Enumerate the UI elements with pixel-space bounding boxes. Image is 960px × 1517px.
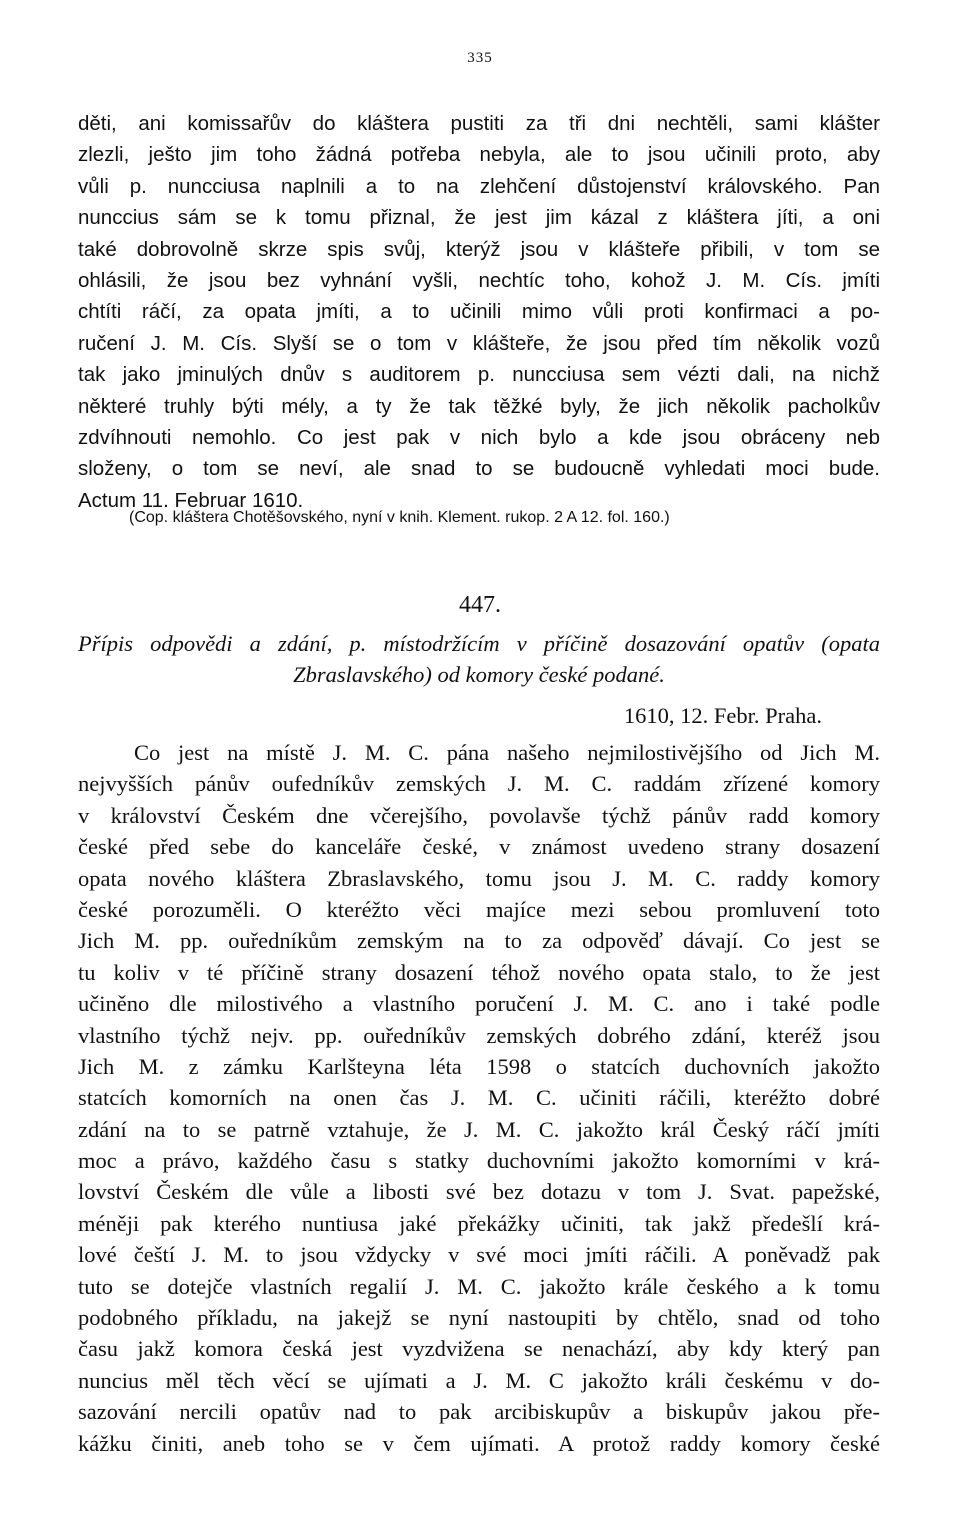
text-line: kážku činiti, aneb toho se v čem ujímati. A protož raddy komory české [78,1430,880,1456]
text-line: ohlásili, že jsou bez vyhnání vyšli, nechtíc toho, kohož J. M. Cís. jmíti [78,268,880,292]
text-line: také dobrovolně skrze spis svůj, kterýž jsou v klášteře přibili, v tom se [78,237,880,261]
document-number: 447. [459,592,501,618]
document-dateline: 1610, 12. Febr. Praha. [623,703,822,728]
text-line: Jich M. pp. ouředníkům zemským na to za odpověď dávají. Co jest se [78,928,880,954]
text-line: podobného příkladu, na jakejž se nyní nastoupiti by chtělo, snad od toho [78,1305,880,1331]
text-line: méněji pak kterého nuntiusa jaké překážky učiniti, tak jakž předešlí krá- [78,1210,880,1236]
text-line: sazování nercili opatův nad to pak arcibiskupův a biskupův jakou pře- [78,1399,880,1425]
text-line: vůli p. nuncciusa naplnili a to na zlehčení důstojenství královského. Pan [78,174,880,198]
text-line: moc a právo, každého času s statky duchovními jakožto komorními v krá- [78,1148,880,1174]
text-line: času jakž komora česká jest vyzdvižena se nenachází, aby kdy který pan [78,1336,880,1362]
text-line: tak jako jminulých dnův s auditorem p. nuncciusa sem vézti dali, na nichž [78,363,880,387]
page-number: 335 [467,50,493,66]
document-title-line: Zbraslavského) od komory české podané. [293,662,665,687]
document-title [78,628,880,690]
text-line: zdání na to se patrně vztahuje, že J. M. C. jakožto král Český ráčí jmíti [78,1116,880,1142]
text-line: nuncius měl těch věcí se ujímati a J. M. C jakožto králi českému v do- [78,1367,880,1393]
text-line: některé truhly býti mély, a ty že tak těžké byly, že jich několik pacholkův [78,394,880,418]
document-title-line: Přípis odpovědi a zdání, p. místodržícím v příčině dosazování opatův (opata [78,631,880,656]
text-line: české porozuměli. O kteréžto věci majíce mezi sebou promluvení toto [78,896,880,922]
text-line: zlezli, ješto jim toho žádná potřeba nebyla, ale to jsou učinili proto, aby [78,143,880,167]
text-line: složeny, o tom se neví, ale snad to se budoucně vyhledati moci bude. [78,457,880,481]
source-note: (Cop. kláštera Chotěšovského, nyní v knih. Klement. rukop. 2 A 12. fol. 160.) [129,509,670,526]
text-line: opata nového kláštera Zbraslavského, tomu jsou J. M. C. raddy komory [78,865,880,891]
text-line: Co jest na místě J. M. C. pána našeho nejmilostivějšího od Jich M. [134,740,880,765]
text-line: Actum 11. Februar 1610. [78,488,304,512]
text-line: nunccius sám se k tomu přiznal, že jest jim kázal z kláštera jíti, a oni [78,206,880,230]
intro-text [78,108,880,516]
text-line: tuto se dotejče vlastních regalií J. M. C. jakožto krále českého a k tomu [78,1273,880,1299]
text-line: vlastního týchž nejv. pp. ouředníkův zemských dobrého zdání, kteréž jsou [78,1022,880,1048]
text-line: zdvíhnouti nemohlo. Co jest pak v nich bylo a kde jsou obráceny neb [78,425,880,449]
document-body [78,737,880,1459]
text-line: statcích komorních na onen čas J. M. C. učiniti ráčili, kteréžto dobré [78,1085,880,1111]
text-line: chtíti ráčí, za opata jmíti, a to učinili mimo vůli proti konfirmaci a po- [78,300,880,324]
text-line: v království Českém dne včerejšího, povolavše týchž pánův radd komory [78,802,880,828]
text-line: lovství Českém dle vůle a libosti své bez dotazu v tom J. Svat. papežské, [78,1179,880,1205]
text-line: učiněno dle milostivého a vlastního poručení J. M. C. ano i také podle [78,991,880,1017]
text-line: lové čeští J. M. to jsou vždycky v své moci jmíti ráčili. A poněvadž pak [78,1242,880,1268]
text-line: nejvyšších pánův oufedníkův zemských J. M. C. raddám zřízené komory [78,771,880,797]
text-line: děti, ani komissařův do kláštera pustiti za tři dni nechtěli, sami klášter [78,112,880,135]
text-line: tu koliv v té příčině strany dosazení téhož nového opata stalo, to že jest [78,959,880,985]
text-line: české před sebe do kanceláře české, v známost uvedeno strany dosazení [78,834,880,860]
text-line: Jich M. z zámku Karlšteyna léta 1598 o statcích duchovních jakožto [78,1053,880,1079]
text-line: ručení J. M. Cís. Slyší se o tom v klášteře, že jsou před tím několik vozů [78,331,880,355]
